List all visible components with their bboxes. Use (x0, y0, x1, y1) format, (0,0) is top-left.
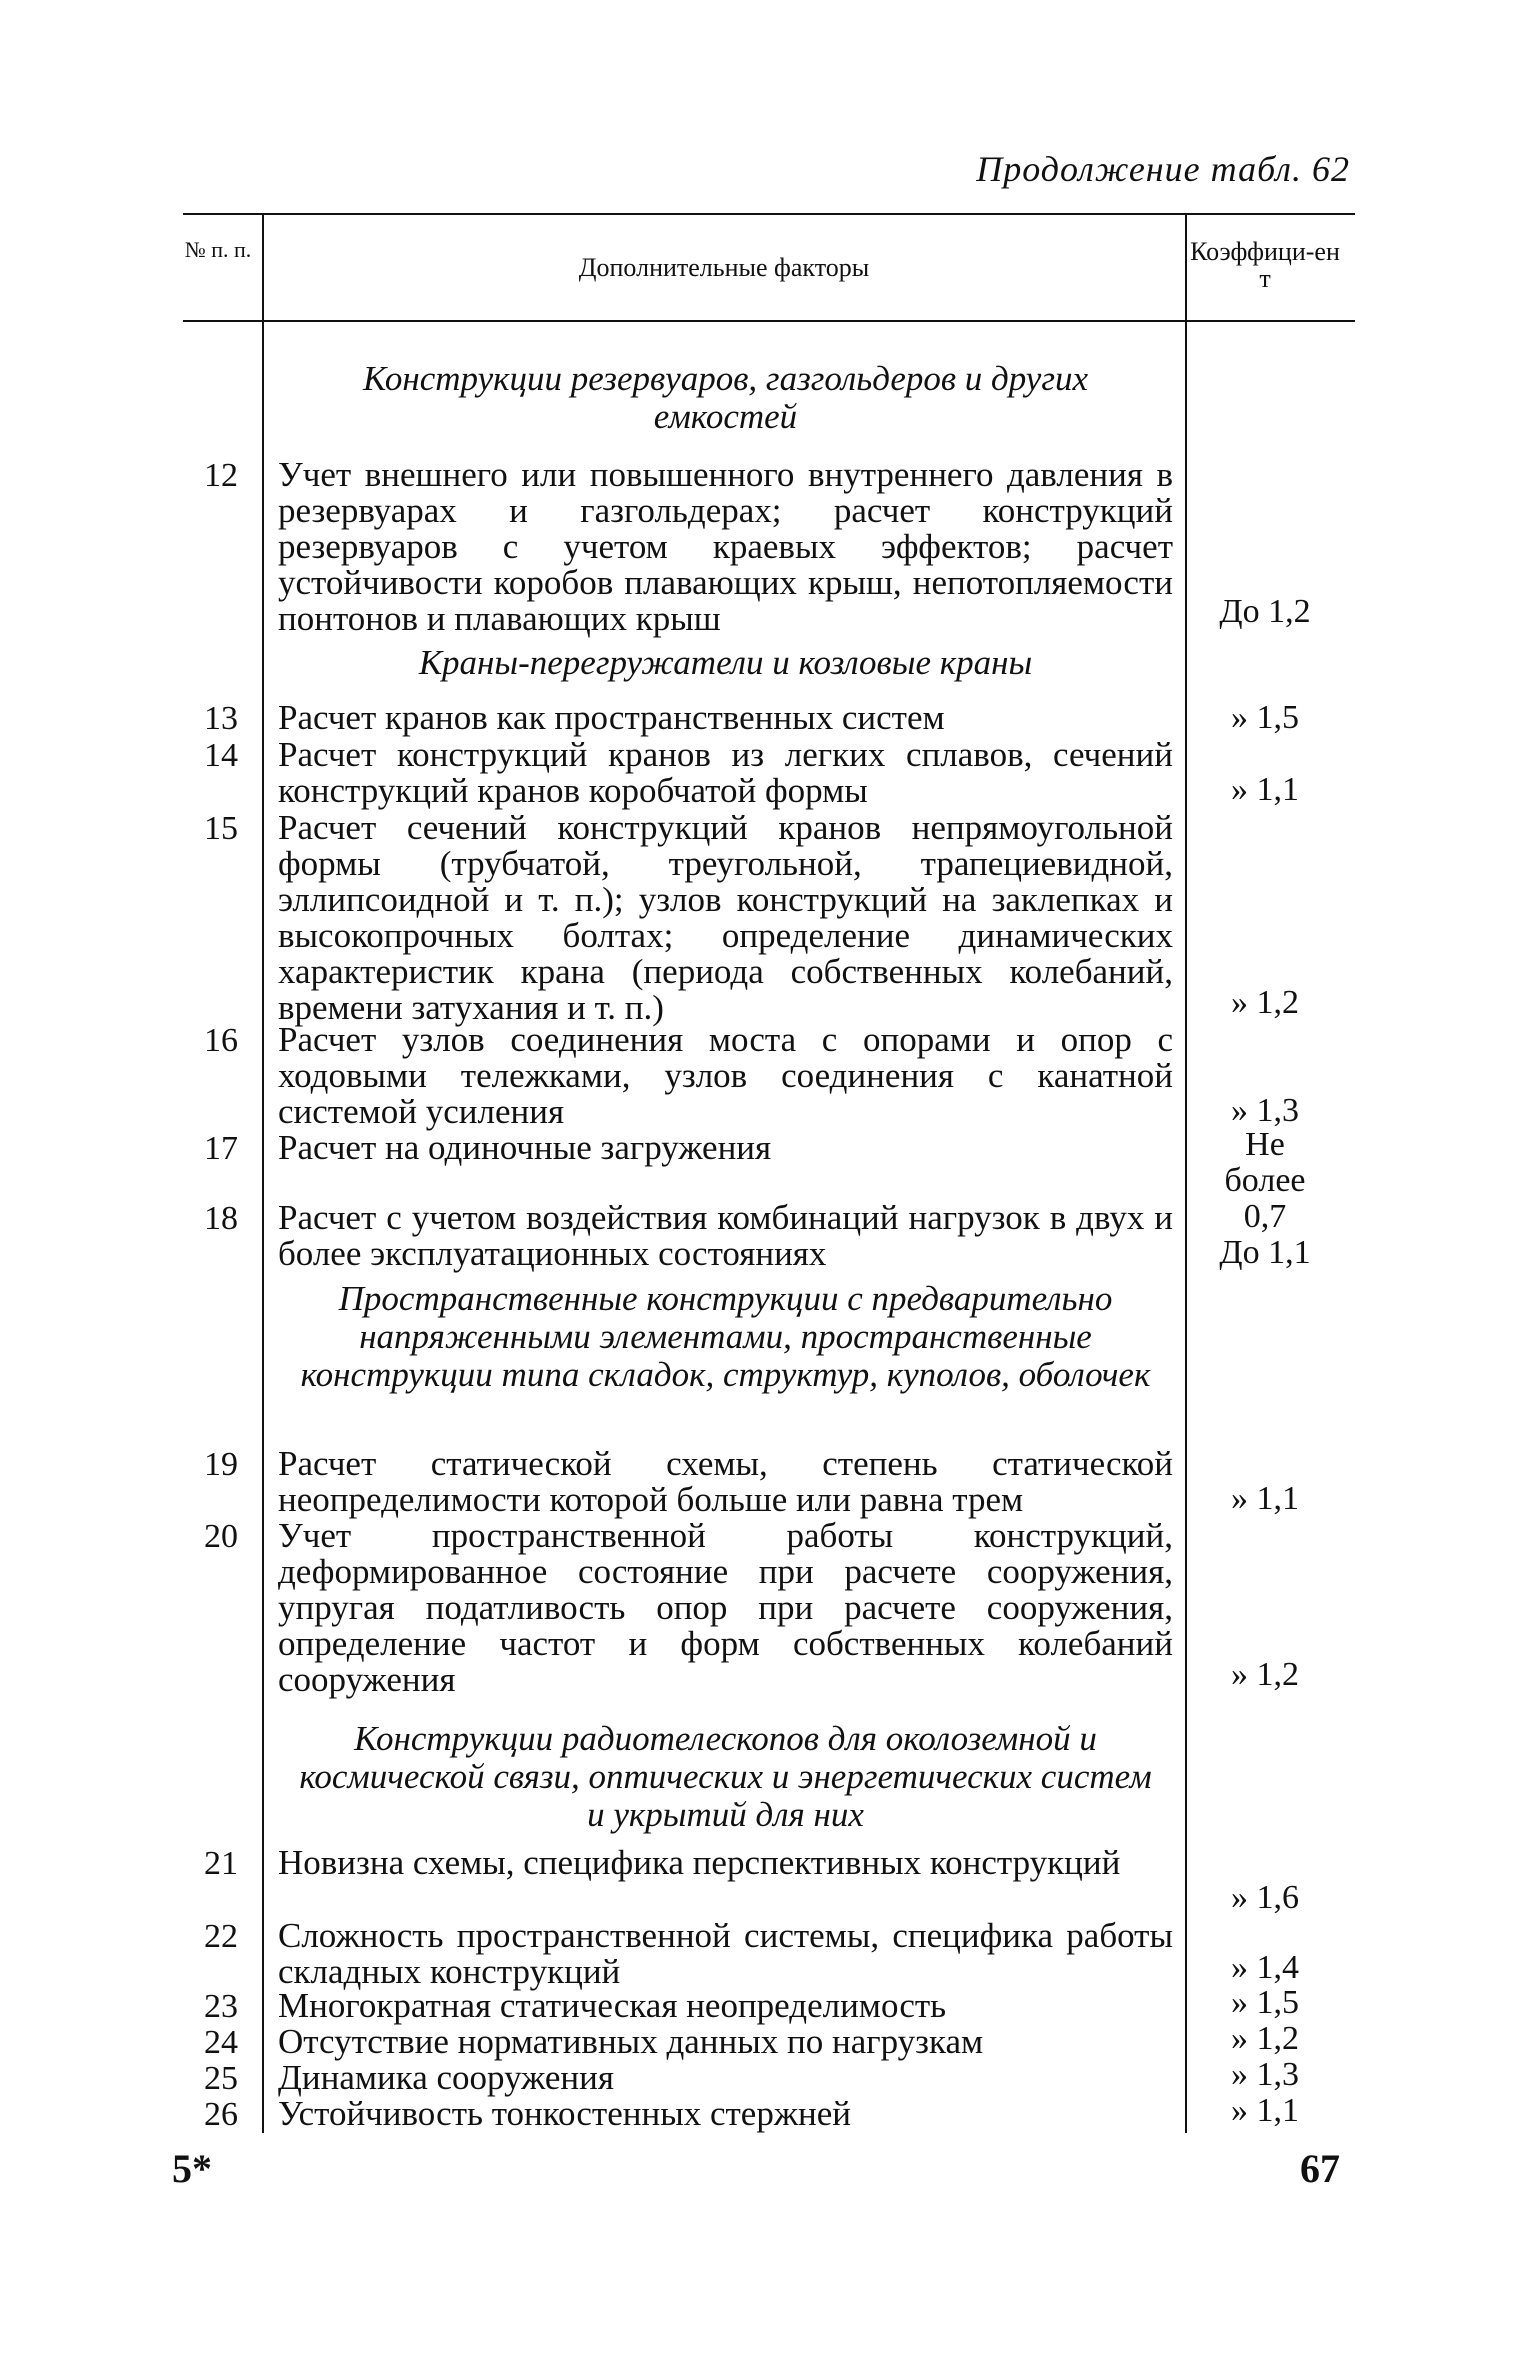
row-coefficient: » 1,6 (1231, 1879, 1299, 1916)
header-top-rule (183, 213, 1355, 215)
section-heading: Конструкции резервуаров, газгольдеров и других емкостей (362, 359, 1089, 436)
row-number: 26 (204, 2096, 238, 2133)
row-number: 16 (204, 1022, 238, 1059)
row-text: Учет внешнего или повышенного внутреннего давления в резервуарах и газгольдерах; расчет конструкций резервуаров с учетом краевых эффектов; расчет устойчивости коробов плавающих крыш, непотопляемости понтонов и плавающих крыш (278, 455, 1173, 638)
row-coefficient: » 1,1 (1231, 771, 1299, 808)
row-coefficient: » 1,4 (1231, 1949, 1299, 1986)
column-divider-right (1185, 213, 1187, 2133)
row-coefficient: » 1,3 (1231, 2056, 1299, 2093)
section-heading: Конструкции радиотелескопов для околоземной и космической связи, оптических и энергетических систем и укрытий для них (299, 1719, 1152, 1834)
header-factors: Дополнительные факторы (578, 253, 870, 282)
row-text: Устойчивость тонкостенных стержней (278, 2094, 852, 2133)
row-number: 20 (204, 1518, 238, 1555)
row-text: Расчет сечений конструкций кранов непрямоугольной формы (трубчатой, треугольной, трапециевидной, эллипсоидной и т. п.); узлов конструкций на заклепках и высокопрочных болтах; определение динамических характеристик крана (периода собственных колебаний, времени затухания и т. п.) (278, 808, 1173, 1027)
row-number: 17 (204, 1130, 238, 1167)
row-coefficient: » 1,2 (1231, 984, 1299, 1021)
row-text: Расчет кранов как пространственных систем (278, 698, 945, 737)
row-text: Расчет конструкций кранов из легких сплавов, сечений конструкций кранов коробчатой формы (278, 735, 1173, 810)
section-heading: Пространственные конструкции с предварительно напряженными элементами, пространственные конструкции типа складок, структур, куполов, оболочек (300, 1279, 1151, 1394)
row-number: 13 (204, 700, 238, 737)
row-number: 15 (204, 810, 238, 847)
row-number: 21 (204, 1845, 238, 1882)
row-number: 19 (204, 1446, 238, 1483)
row-text: Расчет с учетом воздействия комбинаций нагрузок в двух и более эксплуатационных состояниях (278, 1198, 1173, 1273)
row-number: 22 (204, 1918, 238, 1955)
row-coefficient: » 1,1 (1231, 2092, 1299, 2129)
row-coefficient: До 1,1 (1219, 1234, 1311, 1271)
header-coef: Коэффици-ент (1190, 237, 1340, 294)
row-number: 23 (204, 1988, 238, 2025)
row-number: 24 (204, 2024, 238, 2061)
row-text: Учет пространственной работы конструкций, деформированное состояние при расчете сооружения, упругая податливость опор при расчете сооружения, определение частот и форм собственных колебаний сооружения (278, 1516, 1173, 1699)
row-text: Многократная статическая неопределимость (278, 1986, 947, 2025)
header-num: № п. п. (184, 237, 252, 262)
row-text: Расчет узлов соединения моста с опорами и опор с ходовыми тележками, узлов соединения с канатной системой усиления (278, 1020, 1173, 1131)
row-number: 14 (204, 737, 238, 774)
column-divider-left (262, 213, 264, 2133)
row-text: Отсутствие нормативных данных по нагрузкам (278, 2022, 984, 2061)
table-caption: Продолжение табл. 62 (976, 149, 1350, 189)
row-text: Новизна схемы, специфика перспективных конструкций (278, 1843, 1121, 1882)
row-number: 18 (204, 1200, 238, 1237)
row-coefficient: » 1,5 (1231, 699, 1299, 736)
header-bottom-rule (183, 320, 1355, 322)
section-heading: Краны-перегружатели и козловые краны (418, 643, 1033, 682)
row-text: Расчет статической схемы, степень статической неопределимости которой больше или равна трем (278, 1444, 1173, 1519)
row-coefficient: Не более 0,7 (1224, 1126, 1306, 1235)
row-coefficient: » 1,3 (1231, 1092, 1299, 1129)
row-number: 12 (204, 457, 238, 494)
row-coefficient: » 1,2 (1231, 1656, 1299, 1693)
row-coefficient: » 1,2 (1231, 2020, 1299, 2057)
row-text: Динамика сооружения (278, 2058, 614, 2097)
row-number: 25 (204, 2060, 238, 2097)
page-number: 67 (1300, 2146, 1340, 2191)
signature-mark: 5* (172, 2146, 212, 2191)
row-coefficient: » 1,5 (1231, 1984, 1299, 2021)
row-coefficient: » 1,1 (1231, 1480, 1299, 1517)
row-coefficient: До 1,2 (1219, 593, 1311, 630)
row-text: Расчет на одиночные загружения (278, 1128, 772, 1167)
row-text: Сложность пространственной системы, специфика работы складных конструкций (278, 1916, 1173, 1991)
